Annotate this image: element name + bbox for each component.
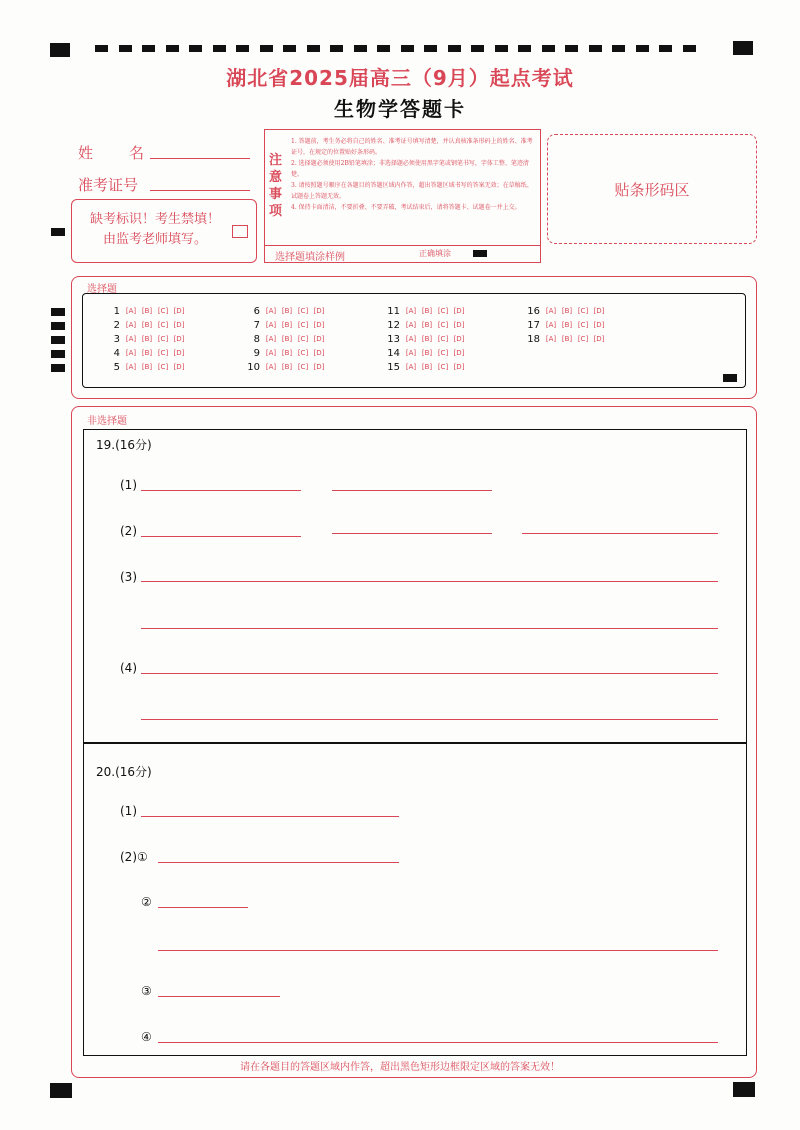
- answer-bubble-d[interactable]: [ D ]: [172, 363, 186, 371]
- fill-example-row: [265, 245, 540, 262]
- choice-section-label: 选择题: [87, 284, 117, 295]
- timing-mark: [495, 45, 508, 52]
- q20-part2b-label: ②: [141, 895, 152, 909]
- timing-mark: [733, 41, 753, 55]
- choice-question: [380, 361, 468, 373]
- answer-bubble-d[interactable]: [ D ]: [312, 349, 326, 357]
- answer-bubble-a[interactable]: [ A ]: [264, 307, 278, 315]
- answer-bubble-a[interactable]: [ A ]: [404, 335, 418, 343]
- timing-mark: [612, 45, 625, 52]
- notice-heading-char: 项: [269, 204, 283, 219]
- timing-mark: [51, 322, 65, 330]
- choice-question: [380, 305, 468, 317]
- nonchoice-section-label: 非选择题: [87, 416, 127, 427]
- answer-bubble-d[interactable]: [ D ]: [172, 321, 186, 329]
- question-number: 15: [387, 361, 400, 373]
- answer-bubble-a[interactable]: [ A ]: [404, 349, 418, 357]
- choice-question: [380, 333, 468, 345]
- name-field[interactable]: [150, 158, 250, 159]
- question-number: 2: [113, 319, 120, 331]
- answer-bubble-b[interactable]: [ B ]: [420, 363, 434, 371]
- timing-mark: [283, 45, 296, 52]
- answer-bubble-c[interactable]: [ C ]: [436, 363, 450, 371]
- choice-question: [240, 319, 328, 331]
- q19-part3-label: (3): [120, 570, 137, 584]
- notice-heading-char: 注: [269, 153, 283, 168]
- timing-mark: [95, 45, 108, 52]
- question-number: 1: [113, 305, 120, 317]
- timing-mark: [260, 45, 273, 52]
- answer-bubble-b[interactable]: [ B ]: [560, 321, 574, 329]
- fill-example-label: 选择题填涂样例: [275, 252, 345, 263]
- q20-part2-blank[interactable]: [158, 862, 399, 863]
- answer-bubble-d[interactable]: [ D ]: [312, 307, 326, 315]
- answer-bubble-c[interactable]: [ C ]: [576, 321, 590, 329]
- card-subtitle: 生物学答题卡: [334, 97, 466, 121]
- timing-mark: [683, 45, 696, 52]
- q20-part2-label: (2)①: [120, 850, 148, 864]
- exam-title: 湖北省2025届高三（9月）起点考试: [226, 66, 574, 90]
- answer-bubble-c[interactable]: [ C ]: [296, 349, 310, 357]
- answer-bubble-d[interactable]: [ D ]: [592, 321, 606, 329]
- answer-bubble-d[interactable]: [ D ]: [452, 335, 466, 343]
- answer-bubble-a[interactable]: [ A ]: [264, 321, 278, 329]
- choice-question: [100, 319, 188, 331]
- answer-bubble-c[interactable]: [ C ]: [156, 307, 170, 315]
- q19-part2-blank[interactable]: [141, 536, 301, 537]
- choice-question: [100, 305, 188, 317]
- answer-bubble-b[interactable]: [ B ]: [420, 335, 434, 343]
- timing-mark: [565, 45, 578, 52]
- absence-mark-box: [71, 199, 257, 263]
- answer-bubble-b[interactable]: [ B ]: [560, 307, 574, 315]
- q19-part4-blank[interactable]: [141, 719, 718, 720]
- timing-mark: [354, 45, 367, 52]
- notice-box: [264, 129, 541, 263]
- answer-bubble-c[interactable]: [ C ]: [296, 321, 310, 329]
- timing-mark: [51, 336, 65, 344]
- answer-bubble-d[interactable]: [ D ]: [592, 307, 606, 315]
- notice-item: 4. 保持卡面清洁，不要折叠、不要弄破，考试结束后，请将答题卡、试题卷一并上交。: [291, 204, 521, 211]
- answer-bubble-b[interactable]: [ B ]: [140, 335, 154, 343]
- answer-bubble-b[interactable]: [ B ]: [140, 363, 154, 371]
- timing-mark: [733, 1082, 755, 1097]
- notice-item: 1. 答题前，考生务必将自己的姓名、准考证号填写清楚，并认真核准条形码上的姓名、准考证号，在规定的位置贴好条形码。: [291, 138, 533, 156]
- q19-part4-blank[interactable]: [141, 673, 718, 674]
- q19-part3-blank[interactable]: [141, 628, 718, 629]
- absence-text: [80, 210, 230, 250]
- q20-part2d-label: ④: [141, 1030, 152, 1044]
- q19-part1-label: (1): [120, 478, 137, 492]
- notice-heading-char: 意: [269, 170, 283, 185]
- timing-mark: [213, 45, 226, 52]
- question-number: 4: [113, 347, 120, 359]
- question-number: 7: [253, 319, 260, 331]
- answer-bubble-c[interactable]: [ C ]: [436, 307, 450, 315]
- q19-part2-label: (2): [120, 524, 137, 538]
- answer-bubble-a[interactable]: [ A ]: [544, 307, 558, 315]
- answer-bubble-d[interactable]: [ D ]: [312, 335, 326, 343]
- answer-bubble-c[interactable]: [ C ]: [296, 307, 310, 315]
- correct-fill-label: 正确填涂: [419, 249, 451, 258]
- notice-heading: [269, 152, 289, 220]
- choice-question: [240, 305, 328, 317]
- timing-mark: [589, 45, 602, 52]
- q19-answer-box: [83, 429, 747, 744]
- answer-bubble-b[interactable]: [ B ]: [280, 307, 294, 315]
- answer-bubble-d[interactable]: [ D ]: [452, 307, 466, 315]
- answer-bubble-c[interactable]: [ C ]: [156, 335, 170, 343]
- answer-bubble-c[interactable]: [ C ]: [436, 335, 450, 343]
- choice-question: [100, 347, 188, 359]
- q20-part1-label: (1): [120, 804, 137, 818]
- correct-fill-sample: [473, 250, 487, 257]
- q19-part3-blank[interactable]: [141, 581, 718, 582]
- q19-title: 19.(16分): [96, 438, 152, 452]
- question-number: 16: [527, 305, 540, 317]
- timing-mark: [377, 45, 390, 52]
- timing-mark: [330, 45, 343, 52]
- question-number: 18: [527, 333, 540, 345]
- notice-item: 3. 请按照题号顺序在各题目的答题区域内作答，超出答题区域书写的答案无效；在草稿纸、试题卷上答题无效。: [291, 182, 533, 200]
- timing-mark: [424, 45, 437, 52]
- choice-question: [100, 361, 188, 373]
- q19-part4-label: (4): [120, 661, 137, 675]
- question-number: 14: [387, 347, 400, 359]
- timing-mark: [401, 45, 414, 52]
- q20-part2c-label: ③: [141, 984, 152, 998]
- q19-part2-blank[interactable]: [522, 533, 718, 534]
- answer-bubble-a[interactable]: [ A ]: [544, 335, 558, 343]
- answer-bubble-c[interactable]: [ C ]: [156, 349, 170, 357]
- q19-part2-blank[interactable]: [332, 533, 492, 534]
- q20-part2b-blank[interactable]: [158, 907, 248, 908]
- answer-bubble-c[interactable]: [ C ]: [296, 363, 310, 371]
- answer-bubble-d[interactable]: [ D ]: [172, 349, 186, 357]
- q20-part2b-blank[interactable]: [158, 950, 718, 951]
- exam-id-field[interactable]: [150, 190, 250, 191]
- answer-bubble-a[interactable]: [ A ]: [124, 349, 138, 357]
- answer-bubble-a[interactable]: [ A ]: [264, 349, 278, 357]
- answer-bubble-c[interactable]: [ C ]: [436, 349, 450, 357]
- timing-mark: [723, 374, 737, 382]
- answer-bubble-c[interactable]: [ C ]: [156, 321, 170, 329]
- answer-bubble-d[interactable]: [ D ]: [312, 363, 326, 371]
- answer-bubble-d[interactable]: [ D ]: [172, 335, 186, 343]
- answer-bubble-c[interactable]: [ C ]: [576, 335, 590, 343]
- timing-mark: [50, 1083, 72, 1098]
- choice-question: [240, 333, 328, 345]
- question-number: 6: [253, 305, 260, 317]
- timing-mark: [448, 45, 461, 52]
- answer-bubble-b[interactable]: [ B ]: [140, 349, 154, 357]
- absence-line1: 缺考标识！考生禁填！: [89, 212, 220, 227]
- answer-bubble-d[interactable]: [ D ]: [312, 321, 326, 329]
- answer-bubble-a[interactable]: [ A ]: [124, 363, 138, 371]
- timing-mark: [236, 45, 249, 52]
- answer-bubble-b[interactable]: [ B ]: [140, 307, 154, 315]
- question-number: 11: [387, 305, 400, 317]
- answer-bubble-c[interactable]: [ C ]: [436, 321, 450, 329]
- timing-mark: [119, 45, 132, 52]
- q20-part1-blank[interactable]: [141, 816, 399, 817]
- timing-mark: [142, 45, 155, 52]
- choice-question: [240, 361, 328, 373]
- q20-part2c-blank[interactable]: [158, 996, 280, 997]
- timing-mark: [51, 364, 65, 372]
- answer-bubble-c[interactable]: [ C ]: [576, 307, 590, 315]
- barcode-area: [547, 134, 757, 244]
- question-number: 5: [113, 361, 120, 373]
- barcode-label: 贴条形码区: [614, 180, 690, 199]
- question-number: 8: [253, 333, 260, 345]
- q20-part2d-blank[interactable]: [158, 1042, 718, 1043]
- question-number: 10: [247, 361, 260, 373]
- choice-question: [240, 347, 328, 359]
- timing-mark: [518, 45, 531, 52]
- answer-bubble-c[interactable]: [ C ]: [156, 363, 170, 371]
- timing-mark: [51, 228, 65, 236]
- question-number: 9: [253, 347, 260, 359]
- q19-part1-blank[interactable]: [332, 490, 492, 491]
- question-number: 13: [387, 333, 400, 345]
- answer-bubble-a[interactable]: [ A ]: [404, 307, 418, 315]
- timing-mark: [659, 45, 672, 52]
- choice-question: [100, 333, 188, 345]
- timing-mark: [542, 45, 555, 52]
- choice-question: [520, 319, 608, 331]
- absence-line2: 由监考老师填写。: [102, 232, 207, 247]
- notice-items: [291, 136, 535, 213]
- absence-checkbox[interactable]: [232, 225, 248, 238]
- exam-id-label: 准考证号: [78, 176, 139, 194]
- answer-bubble-b[interactable]: [ B ]: [280, 363, 294, 371]
- question-number: 3: [113, 333, 120, 345]
- timing-mark: [50, 43, 70, 57]
- answer-bubble-d[interactable]: [ D ]: [452, 321, 466, 329]
- answer-bubble-d[interactable]: [ D ]: [452, 349, 466, 357]
- answer-bubble-d[interactable]: [ D ]: [172, 307, 186, 315]
- timing-mark: [166, 45, 179, 52]
- timing-mark: [471, 45, 484, 52]
- answer-bubble-b[interactable]: [ B ]: [140, 321, 154, 329]
- choice-question: [520, 305, 608, 317]
- question-number: 12: [387, 319, 400, 331]
- answer-bubble-a[interactable]: [ A ]: [124, 307, 138, 315]
- timing-mark: [189, 45, 202, 52]
- q20-answer-box: [83, 742, 747, 1056]
- q19-part1-blank[interactable]: [141, 490, 301, 491]
- answer-bubble-a[interactable]: [ A ]: [124, 321, 138, 329]
- name-label: 姓 名: [78, 144, 147, 162]
- answer-bubble-a[interactable]: [ A ]: [404, 363, 418, 371]
- answer-bubble-a[interactable]: [ A ]: [264, 363, 278, 371]
- answer-bubble-a[interactable]: [ A ]: [124, 335, 138, 343]
- answer-bubble-d[interactable]: [ D ]: [452, 363, 466, 371]
- answer-bubble-a[interactable]: [ A ]: [264, 335, 278, 343]
- answer-bubble-b[interactable]: [ B ]: [420, 321, 434, 329]
- timing-mark: [307, 45, 320, 52]
- question-number: 17: [527, 319, 540, 331]
- timing-mark: [51, 350, 65, 358]
- answer-bubble-c[interactable]: [ C ]: [296, 335, 310, 343]
- footer-warning: 请在各题目的答题区域内作答，超出黑色矩形边框限定区域的答案无效！: [240, 1062, 560, 1073]
- answer-bubble-a[interactable]: [ A ]: [404, 321, 418, 329]
- answer-bubble-b[interactable]: [ B ]: [560, 335, 574, 343]
- timing-mark: [636, 45, 649, 52]
- q20-title: 20.(16分): [96, 765, 152, 779]
- choice-question: [380, 347, 468, 359]
- timing-mark: [51, 308, 65, 316]
- answer-bubble-a[interactable]: [ A ]: [544, 321, 558, 329]
- notice-item: 2. 选择题必须使用2B铅笔填涂；非选择题必须使用黑字笔或钢笔书写，字体工整、笔迹清楚。: [291, 160, 529, 178]
- answer-bubble-b[interactable]: [ B ]: [280, 335, 294, 343]
- notice-heading-char: 事: [269, 187, 283, 202]
- answer-bubble-b[interactable]: [ B ]: [280, 349, 294, 357]
- choice-question: [520, 333, 608, 345]
- choice-question: [380, 319, 468, 331]
- answer-bubble-b[interactable]: [ B ]: [280, 321, 294, 329]
- answer-bubble-b[interactable]: [ B ]: [420, 307, 434, 315]
- answer-bubble-b[interactable]: [ B ]: [420, 349, 434, 357]
- answer-bubble-d[interactable]: [ D ]: [592, 335, 606, 343]
